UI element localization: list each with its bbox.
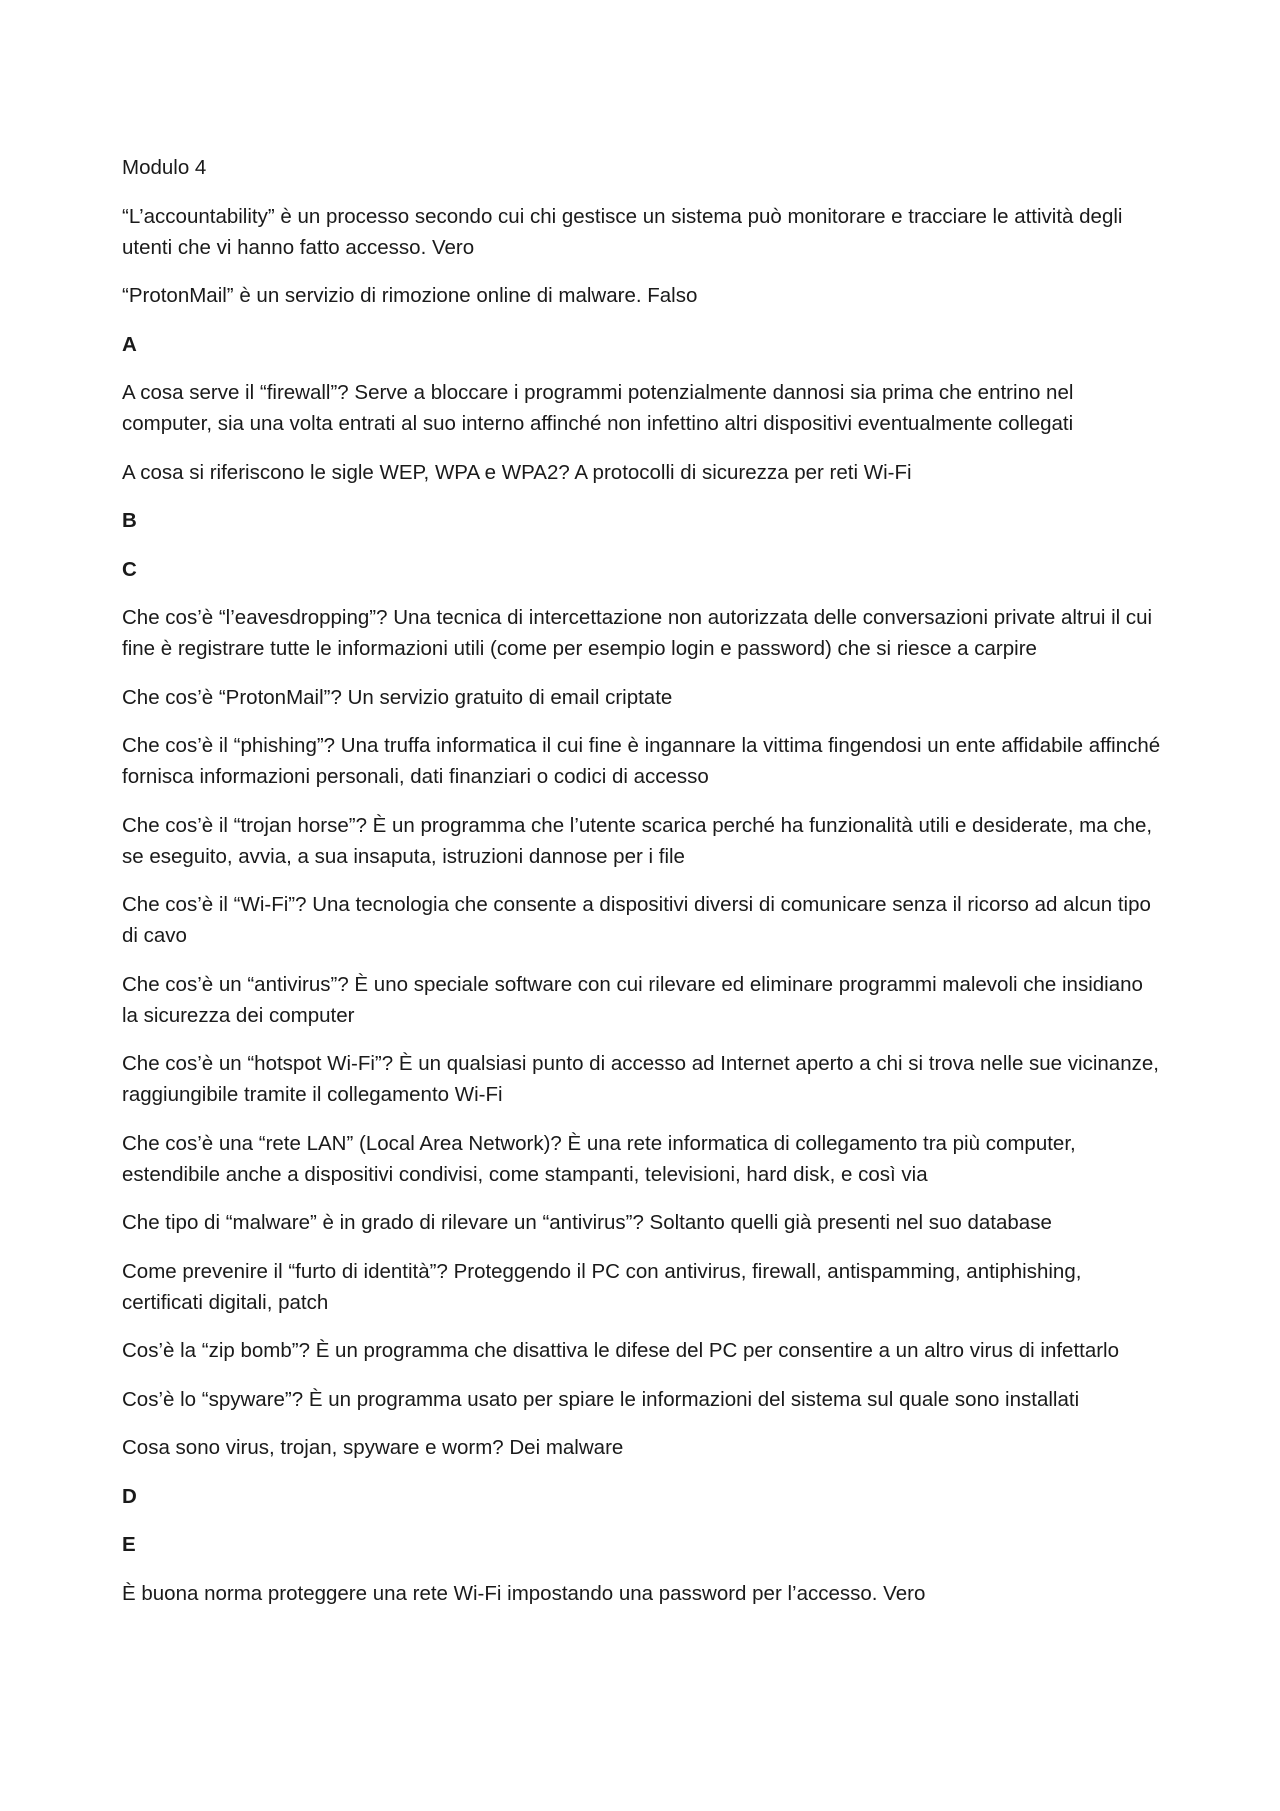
qa-paragraph: Cos’è la “zip bomb”? È un programma che disattiva le difese del PC per consentire a un altro virus di infettarlo	[122, 1339, 1120, 1362]
qa-paragraph: Che cos’è “l’eavesdropping”? Una tecnica di intercettazione non autorizzata delle conversazioni private altrui il cui fine è registrare tutte le informazioni utili (come per esempio login e password) che si riesce a carpire	[122, 606, 1153, 660]
section-letter-heading: C	[122, 557, 137, 581]
qa-paragraph: Cos’è lo “spyware”? È un programma usato per spiare le informazioni del sistema sul quale sono installati	[122, 1387, 1080, 1411]
qa-paragraph: Che cos’è “ProtonMail”? Un servizio gratuito di email criptate	[122, 685, 673, 709]
qa-paragraph: Che tipo di “malware” è in grado di rilevare un “antivirus”? Soltanto quelli già presenti nel suo database	[122, 1211, 1052, 1234]
section-letter-heading: E	[122, 1533, 136, 1556]
document-title: Modulo 4	[122, 156, 207, 179]
qa-paragraph: Che cos’è un “antivirus”? È uno speciale software con cui rilevare ed eliminare programmi malevoli che insidiano la sicurezza dei computer	[122, 972, 1143, 1027]
section-letter-heading: B	[122, 509, 137, 532]
qa-paragraph: Come prevenire il “furto di identità”? Proteggendo il PC con antivirus, firewall, antispamming, antiphishing, certificati digitali, patch	[122, 1259, 1082, 1314]
qa-paragraph: A cosa serve il “firewall”? Serve a bloccare i programmi potenzialmente dannosi sia prima che entrino nel computer, sia una volta entrati al suo interno affinché non infettino altri dispositivi eventualmente collegati	[122, 381, 1074, 435]
qa-paragraph: “L’accountability” è un processo secondo cui chi gestisce un sistema può monitorare e tracciare le attività degli utenti che vi hanno fatto accesso. Vero	[122, 204, 1123, 259]
qa-paragraph: Che cos’è un “hotspot Wi-Fi”? È un qualsiasi punto di accesso ad Internet aperto a chi si trova nelle sue vicinanze, raggiungibile tramite il collegamento Wi-Fi	[122, 1052, 1159, 1106]
qa-paragraph: Che cos’è il “trojan horse”? È un programma che l’utente scarica perché ha funzionalità utili e desiderate, ma che, se eseguito, avvia, a sua insaputa, istruzioni dannose per i file	[122, 813, 1153, 868]
qa-paragraph: Che cos’è il “phishing”? Una truffa informatica il cui fine è ingannare la vittima fingendosi un ente affidabile affinché fornisca informazioni personali, dati finanziari o codici di accesso	[122, 734, 1161, 788]
qa-paragraph: È buona norma proteggere una rete Wi-Fi impostando una password per l’accesso. Vero	[122, 1581, 926, 1605]
qa-paragraph: A cosa si riferiscono le sigle WEP, WPA e WPA2? A protocolli di sicurezza per reti Wi-Fi	[122, 460, 912, 484]
section-letter-heading: A	[122, 332, 137, 356]
document-body	[122, 152, 1162, 1626]
section-letter-heading: D	[122, 1484, 137, 1508]
qa-paragraph: Che cos’è il “Wi-Fi”? Una tecnologia che consente a dispositivi diversi di comunicare senza il ricorso ad alcun tipo di cavo	[122, 893, 1151, 947]
qa-paragraph: Che cos’è una “rete LAN” (Local Area Network)? È una rete informatica di collegamento tra più computer, estendibile anche a dispositivi condivisi, come stampanti, televisioni, hard disk, e così via	[122, 1131, 1076, 1186]
qa-paragraph: “ProtonMail” è un servizio di rimozione online di malware. Falso	[122, 284, 698, 307]
qa-paragraph: Cosa sono virus, trojan, spyware e worm? Dei malware	[122, 1436, 624, 1459]
